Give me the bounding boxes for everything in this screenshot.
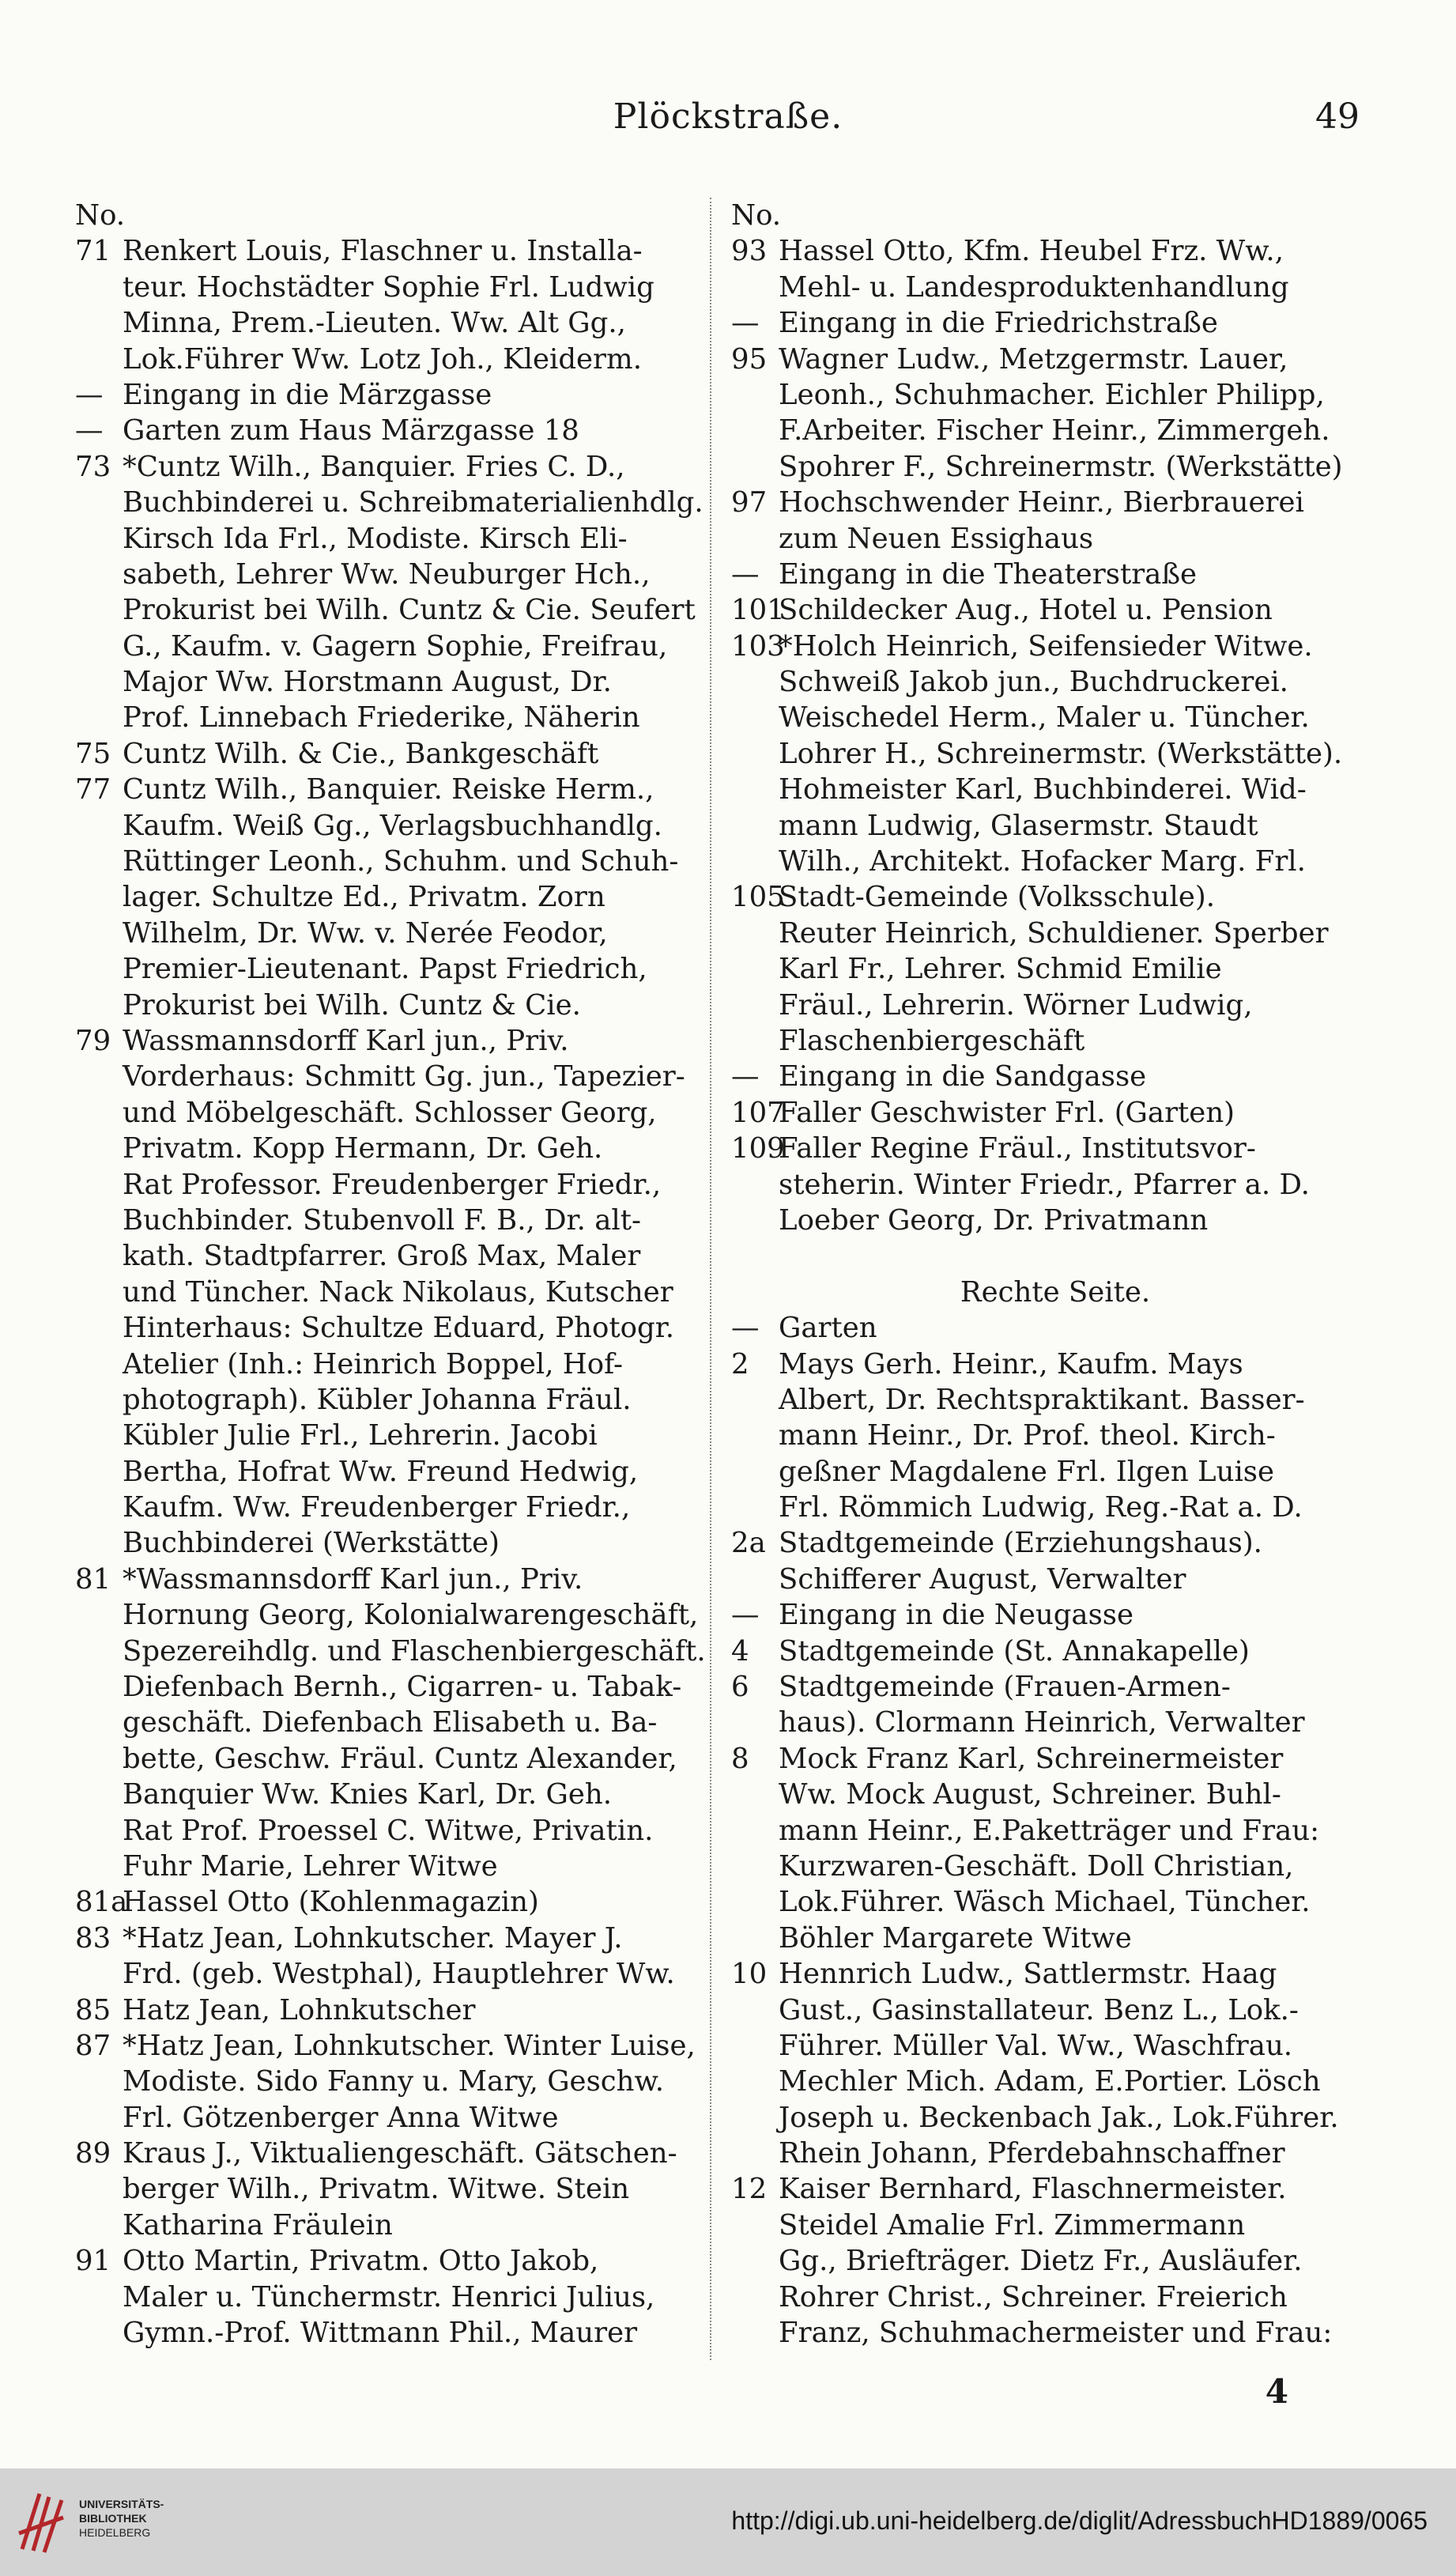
column-divider [710, 198, 711, 2360]
directory-line [75, 1131, 707, 1166]
house-number: 79 [75, 1024, 111, 1057]
directory-line [75, 1705, 707, 1740]
directory-line [75, 879, 707, 915]
directory-line [75, 844, 707, 879]
logo-line: HEIDELBERG [79, 2526, 151, 2539]
entry-text: Frl. Götzenberger Anna Witwe [123, 2101, 559, 2134]
entry-text: Spohrer F., Schreinermstr. (Werkstätte) [779, 450, 1343, 483]
entry-text: geßner Magdalene Frl. Ilgen Luise [779, 1455, 1275, 1488]
directory-line [731, 2279, 1379, 2315]
entry-text: Franz, Schuhmachermeister und Frau: [779, 2317, 1333, 2350]
directory-line [75, 1813, 707, 1849]
entry-text: Rat Professor. Freudenberger Friedr., [123, 1168, 662, 1201]
entry-text: Eingang in die Neugasse [779, 1599, 1134, 1632]
directory-line [731, 772, 1379, 807]
entry-text: Stadtgemeinde (Frauen-Armen- [779, 1671, 1231, 1704]
directory-line [731, 1884, 1379, 1920]
entry-text: steherin. Winter Friedr., Pfarrer a. D. [779, 1168, 1310, 1201]
house-number: 85 [75, 1993, 111, 2026]
entry-text: Renkert Louis, Flaschner u. Installa- [123, 235, 643, 268]
entry-text: Cuntz Wilh. & Cie., Bankgeschäft [123, 737, 599, 770]
directory-line [75, 1203, 707, 1238]
entry-text: Premier-Lieutenant. Papst Friedrich, [123, 953, 647, 986]
entry-text: Banquier Ww. Knies Karl, Dr. Geh. [123, 1778, 612, 1811]
directory-line [731, 1741, 1379, 1777]
entry-text: Stadtgemeinde (Erziehungshaus). [779, 1527, 1262, 1560]
entry-text: Stadt-Gemeinde (Volksschule). [779, 881, 1216, 914]
directory-line [731, 700, 1379, 735]
directory-line [731, 377, 1379, 413]
directory-line [731, 1490, 1379, 1525]
entry-text: Wilh., Architekt. Hofacker Marg. Frl. [779, 845, 1306, 878]
directory-line [75, 1741, 707, 1777]
directory-line [731, 521, 1379, 557]
entry-text: Kirsch Ida Frl., Modiste. Kirsch Eli- [123, 522, 628, 555]
entry-text: Katharina Fräulein [123, 2208, 393, 2242]
directory-line [731, 557, 1379, 592]
library-logo-icon [16, 2486, 71, 2557]
entry-text: *Wassmannsdorff Karl jun., Priv. [123, 1562, 583, 1596]
entry-text: Joseph u. Beckenbach Jak., Lok.Führer. [779, 2101, 1339, 2134]
entry-text: Hennrich Ludw., Sattlermstr. Haag [779, 1958, 1277, 1991]
entry-text: Flaschenbiergeschäft [779, 1024, 1085, 1057]
house-number: 103 [731, 629, 785, 663]
entry-text: geschäft. Diefenbach Elisabeth u. Ba- [123, 1706, 658, 1739]
directory-line [731, 1418, 1379, 1453]
directory-line [731, 1669, 1379, 1705]
house-number: 101 [731, 594, 785, 627]
entry-text: Maler u. Tünchermstr. Henrici Julius, [123, 2280, 655, 2313]
house-number: 12 [731, 2173, 768, 2206]
entry-text: Stadtgemeinde (St. Annakapelle) [779, 1634, 1250, 1668]
logo-line: UNIVERSITÄTS- [79, 2498, 164, 2510]
house-number: 87 [75, 2029, 111, 2062]
directory-line [75, 2171, 707, 2207]
footer-bar [0, 2468, 1456, 2576]
library-logo-text [79, 2497, 206, 2540]
directory-line [75, 449, 707, 485]
entry-text: Mays Gerh. Heinr., Kaufm. Mays [779, 1347, 1243, 1381]
directory-line [731, 305, 1379, 341]
entry-text: Hohmeister Karl, Buchbinderei. Wid- [779, 773, 1307, 806]
entry-text: zum Neuen Essighaus [779, 522, 1094, 555]
directory-line [75, 521, 707, 557]
entry-text: Schweiß Jakob jun., Buchdruckerei. [779, 666, 1288, 699]
directory-line [731, 342, 1379, 377]
directory-line [75, 1418, 707, 1453]
entry-text: Hassel Otto, Kfm. Heubel Frz. Ww., [779, 235, 1284, 268]
entry-text: Gg., Briefträger. Dietz Fr., Ausläufer. [779, 2245, 1303, 2278]
entry-text: teur. Hochstädter Sophie Frl. Ludwig [123, 270, 654, 304]
house-number: — [731, 557, 760, 591]
entry-text: mann Heinr., Dr. Prof. theol. Kirch- [779, 1419, 1276, 1452]
directory-line [75, 1992, 707, 2028]
directory-line [731, 1562, 1379, 1597]
directory-line [75, 736, 707, 772]
directory-line [75, 1454, 707, 1490]
entry-text: und Möbelgeschäft. Schlosser Georg, [123, 1096, 657, 1129]
directory-line [75, 233, 707, 269]
directory-line [731, 1921, 1379, 1956]
house-number: — [731, 1312, 760, 1345]
entry-text: haus). Clormann Heinrich, Verwalter [779, 1706, 1305, 1739]
entry-text: Schifferer August, Verwalter [779, 1562, 1186, 1596]
directory-line [75, 1347, 707, 1382]
directory-line [731, 198, 1379, 233]
entry-text: Ww. Mock August, Schreiner. Buhl- [779, 1778, 1281, 1811]
entry-text: bette, Geschw. Fräul. Cuntz Alexander, [123, 1742, 677, 1775]
directory-line [731, 916, 1379, 951]
logo-line: BIBLIOTHEK [79, 2512, 147, 2525]
directory-line [75, 1059, 707, 1094]
house-number: 97 [731, 486, 768, 519]
entry-text: Rat Prof. Proessel C. Witwe, Privatin. [123, 1814, 654, 1847]
entry-text: Major Ww. Horstmann August, Dr. [123, 666, 612, 699]
entry-text: Schildecker Aug., Hotel u. Pension [779, 594, 1273, 627]
directory-line [731, 1597, 1379, 1633]
directory-line [731, 1992, 1379, 2028]
directory-line [731, 664, 1379, 700]
directory-line [731, 1238, 1379, 1274]
directory-line [75, 1525, 707, 1561]
directory-line [731, 1310, 1379, 1346]
entry-text: *Hatz Jean, Lohnkutscher. Winter Luise, [123, 2029, 696, 2062]
entry-text: lager. Schultze Ed., Privatm. Zorn [123, 881, 605, 914]
directory-line [75, 1310, 707, 1346]
directory-line [731, 629, 1379, 664]
entry-text: Loeber Georg, Dr. Privatmann [779, 1203, 1209, 1237]
directory-line [731, 2171, 1379, 2207]
directory-line [75, 1849, 707, 1884]
house-number: 95 [731, 342, 768, 376]
directory-line [731, 233, 1379, 269]
page-number: 49 [1315, 96, 1360, 137]
entry-text: Steidel Amalie Frl. Zimmermann [779, 2208, 1246, 2242]
entry-text: Weischedel Herm., Maler u. Tüncher. [779, 701, 1310, 735]
directory-line [75, 1275, 707, 1310]
directory-line [731, 1131, 1379, 1166]
house-number: 107 [731, 1096, 785, 1129]
entry-text: Garten [779, 1312, 877, 1345]
entry-text: Buchbinderei u. Schreibmaterialienhdlg. [123, 486, 703, 519]
directory-line [75, 1921, 707, 1956]
directory-line [731, 413, 1379, 448]
directory-line [75, 664, 707, 700]
entry-text: Wagner Ludw., Metzgermstr. Lauer, [779, 342, 1288, 376]
directory-line [75, 1884, 707, 1920]
directory-line [731, 844, 1379, 879]
entry-text: Hinterhaus: Schultze Eduard, Photogr. [123, 1312, 675, 1345]
directory-line [731, 2028, 1379, 2064]
entry-text: Kurzwaren-Geschäft. Doll Christian, [779, 1849, 1294, 1883]
directory-line [731, 2315, 1379, 2351]
entry-text: mann Ludwig, Glasermstr. Staudt [779, 809, 1258, 842]
house-number: — [731, 307, 760, 340]
entry-text: Mock Franz Karl, Schreinermeister [779, 1742, 1284, 1775]
entry-text: und Tüncher. Nack Nikolaus, Kutscher [123, 1275, 673, 1309]
entry-text: Frl. Römmich Ludwig, Reg.-Rat a. D. [779, 1491, 1303, 1524]
directory-line [731, 1454, 1379, 1490]
directory-line [75, 1167, 707, 1203]
entry-text: Rohrer Christ., Schreiner. Freierich [779, 2280, 1288, 2313]
entry-text: Eingang in die Friedrichstraße [779, 307, 1218, 340]
directory-line [731, 1095, 1379, 1131]
entry-text: Lohrer H., Schreinermstr. (Werkstätte). [779, 737, 1343, 770]
house-number: 8 [731, 1742, 749, 1775]
entry-text: Fräul., Lehrerin. Wörner Ludwig, [779, 988, 1253, 1022]
directory-line [731, 988, 1379, 1023]
directory-line [731, 1705, 1379, 1740]
directory-line [75, 916, 707, 951]
entry-text: berger Wilh., Privatm. Witwe. Stein [123, 2173, 630, 2206]
entry-text: Leonh., Schuhmacher. Eichler Philipp, [779, 378, 1325, 411]
house-number: — [731, 1060, 760, 1093]
entry-text: Prof. Linnebach Friederike, Näherin [123, 701, 640, 735]
house-number: 4 [731, 1634, 749, 1668]
entry-text: Kaufm. Ww. Freudenberger Friedr., [123, 1491, 631, 1524]
house-number: 83 [75, 1921, 111, 1955]
directory-line [75, 2064, 707, 2099]
signature-mark: 4 [1265, 2372, 1288, 2411]
source-url-link[interactable]: http://digi.ub.uni-heidelberg.de/diglit/AdressbuchHD1889/0065 [731, 2506, 1428, 2535]
directory-line [75, 305, 707, 341]
entry-text: Rhein Johann, Pferdebahnschaffner [779, 2137, 1285, 2170]
directory-line [731, 1382, 1379, 1418]
entry-text: Atelier (Inh.: Heinrich Boppel, Hof- [123, 1347, 623, 1381]
house-number: 6 [731, 1671, 749, 1704]
entry-text: Faller Geschwister Frl. (Garten) [779, 1096, 1235, 1129]
directory-line [75, 377, 707, 413]
directory-line [75, 1238, 707, 1274]
directory-line [731, 2100, 1379, 2136]
entry-text: Rüttinger Leonh., Schuhm. und Schuh- [123, 845, 679, 878]
house-number: 89 [75, 2137, 111, 2170]
house-number: 81 [75, 1562, 111, 1596]
entry-text: F.Arbeiter. Fischer Heinr., Zimmergeh. [779, 414, 1330, 448]
house-number: — [75, 414, 104, 448]
directory-line [731, 2243, 1379, 2279]
house-number: 10 [731, 1958, 768, 1991]
entry-text: Hochschwender Heinr., Bierbrauerei [779, 486, 1304, 519]
directory-line [75, 2028, 707, 2064]
directory-line [731, 879, 1379, 915]
directory-line [75, 1634, 707, 1669]
directory-line [75, 1956, 707, 1992]
directory-line [75, 2243, 707, 2279]
directory-line [731, 2136, 1379, 2171]
directory-line [731, 808, 1379, 844]
entry-text: Fuhr Marie, Lehrer Witwe [123, 1849, 498, 1883]
directory-line [75, 2208, 707, 2243]
entry-text: Cuntz Wilh., Banquier. Reiske Herm., [123, 773, 654, 806]
directory-line [731, 270, 1379, 305]
directory-line [75, 1490, 707, 1525]
house-number: — [75, 378, 104, 411]
entry-text: Mehl- u. Landesproduktenhandlung [779, 270, 1289, 304]
entry-text: Garten zum Haus Märzgasse 18 [123, 414, 579, 448]
directory-line [75, 342, 707, 377]
entry-text: Kübler Julie Frl., Lehrerin. Jacobi [123, 1419, 598, 1452]
entry-text: Lok.Führer Ww. Lotz Joh., Kleiderm. [123, 342, 642, 376]
directory-line [75, 988, 707, 1023]
directory-line [731, 951, 1379, 987]
entry-text: Hornung Georg, Kolonialwarengeschäft, [123, 1599, 699, 1632]
entry-text: mann Heinr., E.Paketträger und Frau: [779, 1814, 1320, 1847]
house-number: 93 [731, 235, 768, 268]
directory-line [731, 1023, 1379, 1059]
entry-text: Eingang in die Theaterstraße [779, 557, 1198, 591]
house-number: 91 [75, 2245, 111, 2278]
page-title: Plöckstraße. [613, 96, 843, 137]
directory-line [75, 700, 707, 735]
entry-text: Eingang in die Sandgasse [779, 1060, 1147, 1093]
entry-text: Modiste. Sido Fanny u. Mary, Geschw. [123, 2065, 664, 2098]
entry-text: Faller Regine Fräul., Institutsvor- [779, 1132, 1256, 1165]
house-number: 105 [731, 881, 785, 914]
entry-text: Kaufm. Weiß Gg., Verlagsbuchhandlg. [123, 809, 662, 842]
right-column [731, 198, 1379, 2351]
house-number: 2 [731, 1347, 749, 1381]
entry-text: Buchbinderei (Werkstätte) [123, 1527, 500, 1560]
entry-text: Minna, Prem.-Lieuten. Ww. Alt Gg., [123, 307, 626, 340]
directory-line [731, 1525, 1379, 1561]
entry-text: Vorderhaus: Schmitt Gg. jun., Tapezier- [123, 1060, 685, 1093]
directory-line [75, 951, 707, 987]
house-number: 109 [731, 1132, 785, 1165]
house-number: 71 [75, 235, 111, 268]
section-heading [731, 1275, 1379, 1310]
entry-text: Eingang in die Märzgasse [123, 378, 492, 411]
entry-text: Hatz Jean, Lohnkutscher [123, 1993, 476, 2026]
directory-line [75, 1777, 707, 1812]
directory-line [75, 485, 707, 520]
directory-line [75, 1597, 707, 1633]
entry-text: Hassel Otto (Kohlenmagazin) [123, 1886, 539, 1919]
directory-line [731, 1347, 1379, 1382]
directory-line [75, 413, 707, 448]
entry-text: sabeth, Lehrer Ww. Neuburger Hch., [123, 557, 651, 591]
directory-line [731, 1059, 1379, 1094]
house-number: — [731, 1599, 760, 1632]
entry-text: Privatm. Kopp Hermann, Dr. Geh. [123, 1132, 603, 1165]
entry-text: Bertha, Hofrat Ww. Freund Hedwig, [123, 1455, 639, 1488]
entry-text: Diefenbach Bernh., Cigarren- u. Tabak- [123, 1671, 682, 1704]
entry-text: kath. Stadtpfarrer. Groß Max, Maler [123, 1240, 641, 1273]
entry-text: Karl Fr., Lehrer. Schmid Emilie [779, 953, 1222, 986]
entry-text: Albert, Dr. Rechtspraktikant. Basser- [779, 1383, 1305, 1416]
directory-line [75, 808, 707, 844]
directory-line [75, 1382, 707, 1418]
directory-line [75, 1023, 707, 1059]
entry-text: Kaiser Bernhard, Flaschnermeister. [779, 2173, 1287, 2206]
house-number: No. [75, 199, 126, 232]
entry-text: photograph). Kübler Johanna Fräul. [123, 1383, 632, 1416]
directory-line [731, 1203, 1379, 1238]
directory-line [731, 736, 1379, 772]
entry-text: Lok.Führer. Wäsch Michael, Tüncher. [779, 1886, 1311, 1919]
directory-line [75, 270, 707, 305]
house-number: No. [731, 199, 782, 232]
entry-text: Frd. (geb. Westphal), Hauptlehrer Ww. [123, 1958, 675, 1991]
directory-line [75, 2100, 707, 2136]
directory-line [75, 2136, 707, 2171]
directory-line [731, 449, 1379, 485]
directory-line [75, 1669, 707, 1705]
directory-line [731, 1777, 1379, 1812]
entry-text: *Cuntz Wilh., Banquier. Fries C. D., [123, 450, 625, 483]
directory-line [731, 1167, 1379, 1203]
directory-line [75, 557, 707, 592]
house-number: 81a [75, 1886, 128, 1919]
house-number: 75 [75, 737, 111, 770]
entry-text: Wassmannsdorff Karl jun., Priv. [123, 1024, 569, 1057]
entry-text: G., Kaufm. v. Gagern Sophie, Freifrau, [123, 629, 668, 663]
directory-line [75, 629, 707, 664]
house-number: 73 [75, 450, 111, 483]
directory-line [75, 1562, 707, 1597]
entry-text: *Holch Heinrich, Seifensieder Witwe. [779, 629, 1313, 663]
directory-line [731, 1956, 1379, 1992]
entry-text: Mechler Mich. Adam, E.Portier. Lösch [779, 2065, 1321, 2098]
entry-text: Reuter Heinrich, Schuldiener. Sperber [779, 916, 1329, 950]
directory-line [75, 2279, 707, 2315]
directory-line [731, 1813, 1379, 1849]
entry-text: Prokurist bei Wilh. Cuntz & Cie. [123, 988, 581, 1022]
entry-text: Prokurist bei Wilh. Cuntz & Cie. Seufert [123, 594, 696, 627]
entry-text: Führer. Müller Val. Ww., Waschfrau. [779, 2029, 1293, 2062]
house-number: 2a [731, 1527, 766, 1560]
directory-line [731, 2064, 1379, 2099]
directory-line [75, 2315, 707, 2351]
directory-line [75, 1095, 707, 1131]
entry-text: Spezereihdlg. und Flaschenbiergeschäft. [123, 1634, 706, 1668]
directory-line [75, 198, 707, 233]
directory-line [731, 1849, 1379, 1884]
entry-text: Buchbinder. Stubenvoll F. B., Dr. alt- [123, 1203, 641, 1237]
entry-text: Rechte Seite. [960, 1275, 1151, 1309]
directory-line [731, 2208, 1379, 2243]
entry-text: Wilhelm, Dr. Ww. v. Nerée Feodor, [123, 916, 608, 950]
house-number: 77 [75, 773, 111, 806]
entry-text: Otto Martin, Privatm. Otto Jakob, [123, 2245, 599, 2278]
entry-text: Gust., Gasinstallateur. Benz L., Lok.- [779, 1993, 1299, 2026]
directory-line [731, 1634, 1379, 1669]
entry-text: Böhler Margarete Witwe [779, 1921, 1132, 1955]
entry-text: *Hatz Jean, Lohnkutscher. Mayer J. [123, 1921, 623, 1955]
entry-text: Kraus J., Viktualiengeschäft. Gätschen- [123, 2137, 677, 2170]
directory-line [731, 485, 1379, 520]
directory-line [75, 772, 707, 807]
directory-line [75, 592, 707, 628]
left-column [75, 198, 707, 2351]
entry-text: Gymn.-Prof. Wittmann Phil., Maurer [123, 2317, 638, 2350]
directory-line [731, 592, 1379, 628]
